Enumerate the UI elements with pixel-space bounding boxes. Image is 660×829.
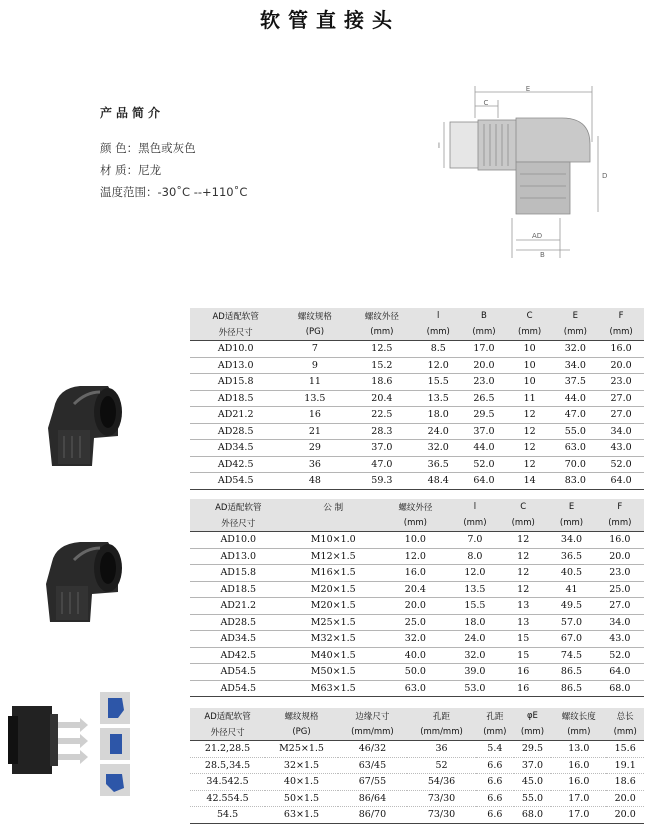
elbow-connector-photo <box>34 378 130 468</box>
table-cell: 26.5 <box>461 390 507 407</box>
table-cell: 54.5 <box>190 807 265 824</box>
t1-header-cell: (mm) <box>461 324 507 341</box>
table-cell: 16.0 <box>598 341 644 358</box>
table-cell: 23.0 <box>598 374 644 391</box>
table-cell: 12.5 <box>348 341 415 358</box>
table-row <box>190 407 644 424</box>
t1-header-cell: AD适配软管 <box>190 308 281 324</box>
table-cell: 74.5 <box>547 647 595 664</box>
table-cell: 63/45 <box>338 757 407 774</box>
table-cell: 17.0 <box>551 790 606 807</box>
table-cell: 67/55 <box>338 774 407 791</box>
table-cell: 28.3 <box>348 423 415 440</box>
table-cell: 86/64 <box>338 790 407 807</box>
table-cell: 12 <box>507 407 553 424</box>
table-cell: 20.0 <box>461 357 507 374</box>
table-cell: 48 <box>281 473 348 490</box>
table-cell: 86.5 <box>547 664 595 681</box>
table-row <box>190 423 644 440</box>
table-cell: 41 <box>547 581 595 598</box>
table-cell: 32.0 <box>415 440 461 457</box>
table-cell: 37.0 <box>348 440 415 457</box>
table-cell: 12.0 <box>415 357 461 374</box>
table-cell: 19.1 <box>606 757 644 774</box>
table-cell: 12 <box>499 581 547 598</box>
t2-header-cell: E <box>547 499 595 515</box>
t1-header-cell: (mm) <box>553 324 599 341</box>
table-cell: 36.5 <box>415 456 461 473</box>
t1-header-cell: l <box>415 308 461 324</box>
table-cell: 25.0 <box>596 581 644 598</box>
table-cell: 15.5 <box>451 598 499 615</box>
table-cell: 64.0 <box>596 664 644 681</box>
table-cell: AD15.8 <box>190 565 287 582</box>
table-cell: M32×1.5 <box>287 631 380 648</box>
table-cell: 36.5 <box>547 548 595 565</box>
table-cell: 43.0 <box>598 440 644 457</box>
table-cell: 6.6 <box>476 774 514 791</box>
dim-label-e: E <box>525 85 531 93</box>
table-cell: AD34.5 <box>190 440 281 457</box>
table-cell: 12 <box>507 440 553 457</box>
t2-header-cell: l <box>451 499 499 515</box>
table-cell: 15.5 <box>415 374 461 391</box>
table-cell: 27.0 <box>598 390 644 407</box>
table-row <box>190 440 644 457</box>
table-row <box>190 581 644 598</box>
table-cell: M20×1.5 <box>287 581 380 598</box>
table-cell: 49.5 <box>547 598 595 615</box>
table-cell: 34.542.5 <box>190 774 265 791</box>
intro-heading: 产品简介 <box>100 106 165 120</box>
table-cell: 12.0 <box>380 548 451 565</box>
table-cell: 5.4 <box>476 741 514 758</box>
table-cell: 34.0 <box>547 532 595 549</box>
table-cell: 44.0 <box>553 390 599 407</box>
table-cell: 42.554.5 <box>190 790 265 807</box>
dim-label-b: B <box>540 251 545 258</box>
table-cell: 21 <box>281 423 348 440</box>
table-cell: M25×1.5 <box>287 614 380 631</box>
table-cell: 54/36 <box>407 774 476 791</box>
table-cell: 55.0 <box>553 423 599 440</box>
table-cell: 24.0 <box>415 423 461 440</box>
table-cell: 68.0 <box>596 680 644 697</box>
table-cell: 16 <box>281 407 348 424</box>
t3-header-cell: (mm) <box>514 724 552 741</box>
t1-header-cell: 外径尺寸 <box>190 324 281 341</box>
table-cell: 18.6 <box>348 374 415 391</box>
table-row <box>190 532 644 549</box>
table-cell: 12 <box>507 423 553 440</box>
t3-header-cell: 螺纹长度 <box>551 708 606 724</box>
table-cell: AD28.5 <box>190 423 281 440</box>
table-row <box>190 357 644 374</box>
t2-header-cell: 公 制 <box>287 499 380 515</box>
table-cell: 29.5 <box>514 741 552 758</box>
t3-body <box>190 741 644 824</box>
table-row <box>190 774 644 791</box>
table-cell: 40.5 <box>547 565 595 582</box>
table-cell: 13.5 <box>415 390 461 407</box>
table-cell: 15 <box>499 647 547 664</box>
t3-header-cell: (mm/mm) <box>407 724 476 741</box>
table-cell: 27.0 <box>598 407 644 424</box>
table-cell: M63×1.5 <box>287 680 380 697</box>
table-row <box>190 807 644 824</box>
t1-header-cell: C <box>507 308 553 324</box>
table-cell: 68.0 <box>514 807 552 824</box>
table-cell: AD10.0 <box>190 532 287 549</box>
t2-header-cell: (mm) <box>596 515 644 532</box>
table-cell: 73/30 <box>407 807 476 824</box>
table-cell: AD13.0 <box>190 357 281 374</box>
table-cell: 37.0 <box>461 423 507 440</box>
table-cell: 12 <box>499 565 547 582</box>
table-row <box>190 664 644 681</box>
table-cell: 20.0 <box>596 548 644 565</box>
table-cell: 48.4 <box>415 473 461 490</box>
table-row <box>190 757 644 774</box>
dim-label-l: l <box>438 142 440 150</box>
table-cell: 53.0 <box>451 680 499 697</box>
t3-header-cell: φE <box>514 708 552 724</box>
table-cell: 23.0 <box>596 565 644 582</box>
table-cell: 22.5 <box>348 407 415 424</box>
table-cell: M40×1.5 <box>287 647 380 664</box>
table-cell: 46/32 <box>338 741 407 758</box>
table-cell: 20.0 <box>380 598 451 615</box>
intro-temperature: 温度范围：-30˚C --+110˚C <box>100 185 248 199</box>
t3-header-cell: (mm) <box>606 724 644 741</box>
t2-header-cell: 外径尺寸 <box>190 515 287 532</box>
t3-header-cell: 总长 <box>606 708 644 724</box>
table-cell: 6.6 <box>476 807 514 824</box>
table-cell: 12.0 <box>451 565 499 582</box>
table-cell: M25×1.5 <box>265 741 338 758</box>
table-cell: 20.4 <box>380 581 451 598</box>
table-cell: M50×1.5 <box>287 664 380 681</box>
table-cell: 18.6 <box>606 774 644 791</box>
table-cell: 37.0 <box>514 757 552 774</box>
t3-header-cell: 边缘尺寸 <box>338 708 407 724</box>
t3-header-cell: 孔距 <box>476 708 514 724</box>
table-cell: 32.0 <box>451 647 499 664</box>
t2-header-cell: C <box>499 499 547 515</box>
table-row <box>190 614 644 631</box>
table-cell: 20.0 <box>606 790 644 807</box>
table-cell: 15.6 <box>606 741 644 758</box>
table-cell: 23.0 <box>461 374 507 391</box>
table-flange <box>190 708 644 824</box>
table-cell: 20.0 <box>606 807 644 824</box>
table-cell: 55.0 <box>514 790 552 807</box>
table-cell: 16 <box>499 680 547 697</box>
table-cell: 45.0 <box>514 774 552 791</box>
table-cell: 10 <box>507 357 553 374</box>
blue-straight-icon <box>110 734 122 754</box>
table-row <box>190 473 644 490</box>
table-cell: AD42.5 <box>190 647 287 664</box>
table-cell: 20.0 <box>598 357 644 374</box>
table-cell: 21.2,28.5 <box>190 741 265 758</box>
t3-header-cell: 外径尺寸 <box>190 724 265 741</box>
table-cell: 32×1.5 <box>265 757 338 774</box>
table-cell: 15 <box>499 631 547 648</box>
t1-body <box>190 341 644 490</box>
table-cell: 64.0 <box>598 473 644 490</box>
table-cell: 43.0 <box>596 631 644 648</box>
table-cell: 36 <box>407 741 476 758</box>
table-cell: AD15.8 <box>190 374 281 391</box>
t2-header-cell <box>287 515 380 532</box>
t3-header-cell: (mm) <box>551 724 606 741</box>
t1-header-cell: (mm) <box>507 324 553 341</box>
table-cell: 63×1.5 <box>265 807 338 824</box>
table-cell: AD34.5 <box>190 631 287 648</box>
table-cell: 59.3 <box>348 473 415 490</box>
table-cell: 34.0 <box>598 423 644 440</box>
table-cell: 29 <box>281 440 348 457</box>
table-cell: 52.0 <box>598 456 644 473</box>
table-cell: 13 <box>499 614 547 631</box>
table-cell: 11 <box>281 374 348 391</box>
table-cell: 40.0 <box>380 647 451 664</box>
t2-header-cell: (mm) <box>547 515 595 532</box>
table-cell: AD13.0 <box>190 548 287 565</box>
table-row <box>190 790 644 807</box>
table-cell: 17.0 <box>551 807 606 824</box>
table-cell: 44.0 <box>461 440 507 457</box>
table-metric-thread <box>190 499 644 697</box>
t3-header-cell: (mm/mm) <box>338 724 407 741</box>
t3-header-cell: AD适配软管 <box>190 708 265 724</box>
table-cell: 47.0 <box>553 407 599 424</box>
t3-header-cell: (mm) <box>476 724 514 741</box>
t3-header-cell: 螺纹规格 <box>265 708 338 724</box>
table-cell: 52.0 <box>596 647 644 664</box>
table-cell: 52.0 <box>461 456 507 473</box>
table-row <box>190 647 644 664</box>
table-cell: AD18.5 <box>190 390 281 407</box>
table-cell: 12 <box>499 548 547 565</box>
table-cell: 13.5 <box>451 581 499 598</box>
table-row <box>190 741 644 758</box>
table-cell: M10×1.0 <box>287 532 380 549</box>
table-cell: 12 <box>499 532 547 549</box>
t2-header-cell: (mm) <box>451 515 499 532</box>
table-cell: 27.0 <box>596 598 644 615</box>
table-cell: 11 <box>507 390 553 407</box>
table-cell: 16.0 <box>551 774 606 791</box>
table-cell: 7 <box>281 341 348 358</box>
table-cell: 37.5 <box>553 374 599 391</box>
table-cell: AD54.5 <box>190 664 287 681</box>
table-cell: 70.0 <box>553 456 599 473</box>
table-cell: AD42.5 <box>190 456 281 473</box>
table-pg-thread <box>190 308 644 490</box>
table-cell: AD21.2 <box>190 407 281 424</box>
table-cell: AD10.0 <box>190 341 281 358</box>
table-cell: 20.4 <box>348 390 415 407</box>
table-row <box>190 680 644 697</box>
table-cell: 7.0 <box>451 532 499 549</box>
page-title: 软管直接头 <box>260 8 400 32</box>
table-cell: M12×1.5 <box>287 548 380 565</box>
table-cell: M16×1.5 <box>287 565 380 582</box>
table-cell: 6.6 <box>476 790 514 807</box>
t2-header-cell: (mm) <box>499 515 547 532</box>
table-cell: 12 <box>507 456 553 473</box>
table-cell: 13.5 <box>281 390 348 407</box>
table-row <box>190 598 644 615</box>
table-cell: 8.5 <box>415 341 461 358</box>
intro-color: 颜 色：黑色或灰色 <box>100 141 196 155</box>
elbow-connector-photo-2 <box>30 536 130 624</box>
technical-drawing <box>430 82 620 258</box>
table-cell: 18.0 <box>415 407 461 424</box>
table-cell: AD21.2 <box>190 598 287 615</box>
table-cell: 36 <box>281 456 348 473</box>
table-cell: 13 <box>499 598 547 615</box>
table-cell: 10 <box>507 341 553 358</box>
t1-header-cell: F <box>598 308 644 324</box>
table-cell: 10.0 <box>380 532 451 549</box>
table-cell: 40×1.5 <box>265 774 338 791</box>
table-cell: AD18.5 <box>190 581 287 598</box>
table-cell: 25.0 <box>380 614 451 631</box>
t1-header-cell: (mm) <box>598 324 644 341</box>
table-cell: 32.0 <box>553 341 599 358</box>
table-cell: 16.0 <box>596 532 644 549</box>
t1-header-cell: 螺纹外径 <box>348 308 415 324</box>
flange-connector-photo <box>6 688 132 800</box>
table-cell: 16 <box>499 664 547 681</box>
table-cell: 6.6 <box>476 757 514 774</box>
t2-header-cell: (mm) <box>380 515 451 532</box>
table-cell: 86.5 <box>547 680 595 697</box>
table-cell: AD28.5 <box>190 614 287 631</box>
t2-header-cell: F <box>596 499 644 515</box>
table-cell: 13.0 <box>551 741 606 758</box>
table-cell: 47.0 <box>348 456 415 473</box>
table-row <box>190 341 644 358</box>
table-cell: AD54.5 <box>190 680 287 697</box>
table-cell: M20×1.5 <box>287 598 380 615</box>
table-cell: 29.5 <box>461 407 507 424</box>
table-cell: 39.0 <box>451 664 499 681</box>
dim-label-d: D <box>602 172 608 180</box>
table-cell: 50×1.5 <box>265 790 338 807</box>
t1-header-cell: 螺纹规格 <box>281 308 348 324</box>
t1-header-cell: (mm) <box>415 324 461 341</box>
table-cell: 32.0 <box>380 631 451 648</box>
t2-body <box>190 532 644 697</box>
table-cell: 52 <box>407 757 476 774</box>
table-cell: 57.0 <box>547 614 595 631</box>
t1-header-cell: (PG) <box>281 324 348 341</box>
table-cell: 9 <box>281 357 348 374</box>
intro-material: 材 质：尼龙 <box>100 163 162 177</box>
t3-header-cell: (PG) <box>265 724 338 741</box>
table-cell: 83.0 <box>553 473 599 490</box>
table-cell: 86/70 <box>338 807 407 824</box>
dim-label-c: C <box>483 99 489 107</box>
table-cell: 34.0 <box>553 357 599 374</box>
table-cell: 10 <box>507 374 553 391</box>
t3-header-cell: 孔距 <box>407 708 476 724</box>
table-cell: 73/30 <box>407 790 476 807</box>
t1-header-cell: E <box>553 308 599 324</box>
t1-header-cell: (mm) <box>348 324 415 341</box>
t1-header-cell: B <box>461 308 507 324</box>
table-cell: AD54.5 <box>190 473 281 490</box>
table-cell: 64.0 <box>461 473 507 490</box>
dim-label-ad: AD <box>532 232 543 240</box>
table-cell: 34.0 <box>596 614 644 631</box>
table-cell: 18.0 <box>451 614 499 631</box>
table-cell: 15.2 <box>348 357 415 374</box>
table-cell: 16.0 <box>551 757 606 774</box>
table-row <box>190 548 644 565</box>
t2-header-cell: 螺纹外径 <box>380 499 451 515</box>
table-cell: 50.0 <box>380 664 451 681</box>
table-row <box>190 374 644 391</box>
table-cell: 63.0 <box>380 680 451 697</box>
table-cell: 28.5,34.5 <box>190 757 265 774</box>
table-cell: 67.0 <box>547 631 595 648</box>
table-cell: 14 <box>507 473 553 490</box>
t2-header-cell: AD适配软管 <box>190 499 287 515</box>
table-cell: 16.0 <box>380 565 451 582</box>
table-row <box>190 456 644 473</box>
table-row <box>190 565 644 582</box>
table-cell: 24.0 <box>451 631 499 648</box>
table-cell: 17.0 <box>461 341 507 358</box>
table-row <box>190 390 644 407</box>
table-row <box>190 631 644 648</box>
table-cell: 63.0 <box>553 440 599 457</box>
table-cell: 8.0 <box>451 548 499 565</box>
